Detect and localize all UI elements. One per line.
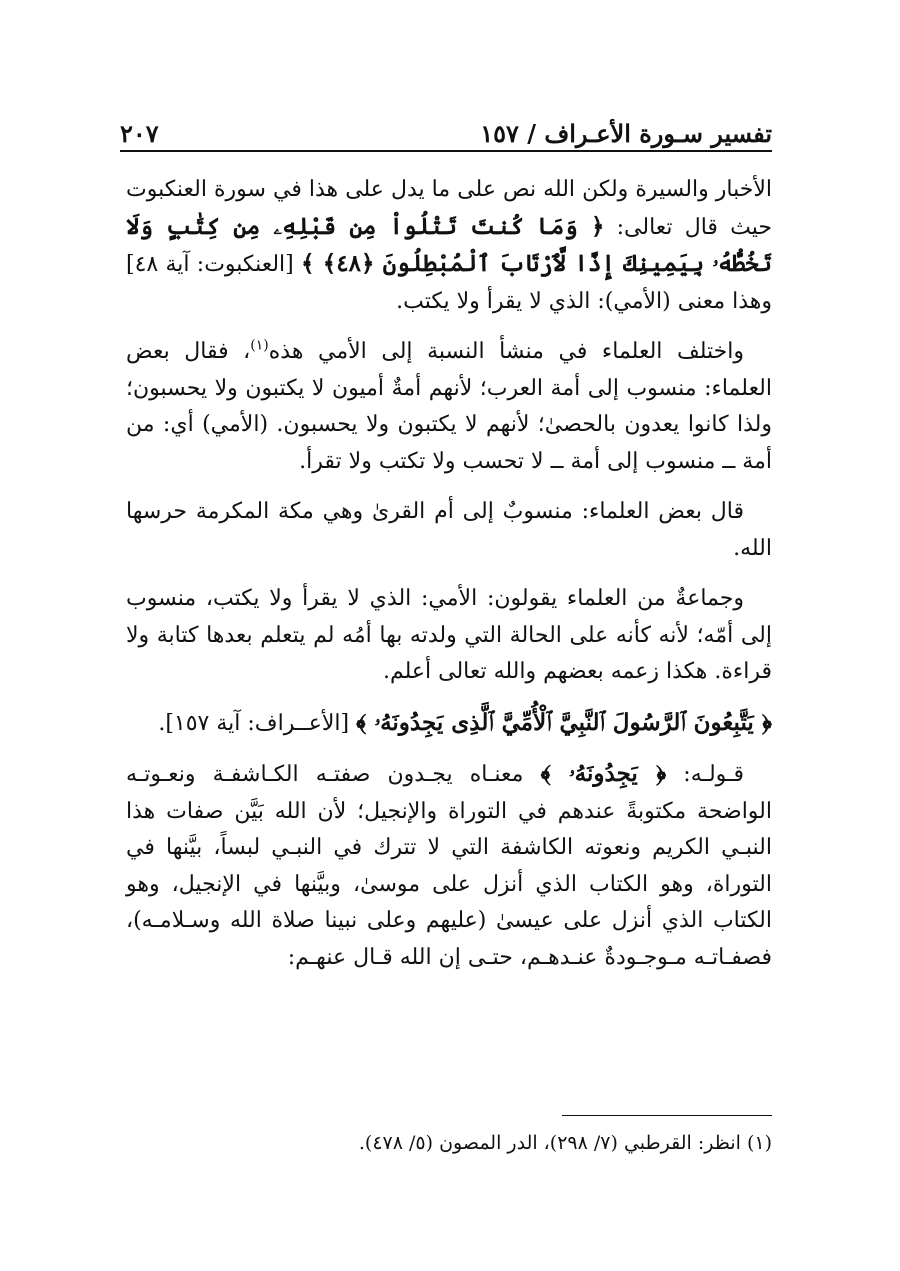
quran-verse: ﴿ وَمَا كُنتَ تَتْلُواْ مِن قَبْلِهِۦ مِن كِتَٰبٍ وَلَا تَخُطُّهُۥ بِيَمِينِكَ إِذًا لَّٱرْتَابَ ٱلْمُبْطِلُونَ ﴿٤٨﴾ ﴾ (126, 212, 773, 277)
paragraph-text: ، فقال بعض العلماء: منسوب إلى أمة العرب؛ لأنهم أمةٌ أميون لا يكتبون ولا يحسبون؛ ولذا كانوا يعدون بالحصىٰ؛ لأنهم لا يكتبون ولا يحسبون. (الأمي) أي: من أمة ــ منسوب إلى أمة ــ لا تحسب ولا تكتب ولا تقرأ. (126, 339, 772, 474)
paragraph-text: الأخبار والسيرة ولكن الله نص على ما يدل على هذا في سورة العنكبوت حيث قال تعالى: (126, 177, 772, 240)
quran-verse: ﴿ يَتَّبِعُونَ ٱلرَّسُولَ ٱلنَّبِيَّ ٱلْأُمِّيَّ ٱلَّذِى يَجِدُونَهُۥ ﴾ (356, 708, 772, 736)
paragraph (126, 705, 772, 743)
paragraph-text: واختلف العلماء في منشأ النسبة إلى الأمي هذه (268, 339, 744, 364)
paragraph (126, 334, 772, 480)
paragraph-text: [العنكبوت: آية ٤٨] وهذا معنى (الأمي): الذي لا يقرأ ولا يكتب. (126, 252, 772, 314)
header-rule (120, 150, 772, 152)
footnote: (١) انظر: القرطبي (٧/ ٢٩٨)، الدر المصون (٥/ ٤٧٨). (358, 1132, 772, 1154)
paragraph (126, 581, 772, 691)
paragraph (126, 494, 772, 567)
paragraph-text: قال بعض العلماء: منسوبٌ إلى أم القرىٰ وهي مكة المكرمة حرسها الله. (126, 499, 772, 561)
main-text (126, 172, 772, 990)
quran-verse: ﴿ يَجِدُونَهُۥ ﴾ (540, 760, 667, 787)
page-header (120, 108, 772, 148)
footnote-rule (562, 1115, 772, 1116)
paragraph-text: وجماعةٌ من العلماء يقولون: الأمي: الذي لا يقرأ ولا يكتب، منسوب إلى أمّه؛ لأنه كأنه على الحالة التي ولدته بها أمُه لم يتعلم بعدها كتابة ولا قراءة. هكذا زعمه بعضهم والله تعالى أعلم. (126, 586, 772, 684)
paragraph-text: [الأعــراف: آية ١٥٧]. (158, 710, 357, 736)
paragraph (126, 756, 772, 976)
running-title: تفسير سـورة الأعـراف / ١٥٧ (480, 119, 772, 148)
footnote-marker: (١) (250, 337, 269, 354)
paragraph (126, 172, 772, 320)
paragraph-text: معنـاه يجـدون صفتـه الكـاشفـة ونعـوتـه الواضحة مكتوبةً عندهم في التوراة والإنجيل؛ لأن الله بَيَّن صفات هذا النبـي الكريم ونعوته الكاشفة التي لا تترك في النبـي لبساً، بيَّنها في التوراة، وهو الكتاب الذي أنزل على موسىٰ، وبيَّنها في الإنجيل، وهو الكتاب الذي أنزل على عيسىٰ (عليهم وعلى نبينا صلاة الله وسـلامـه)، فصفـاتـه مـوجـودةٌ عنـدهـم، حتـى إن الله قـال عنهـم: (126, 762, 772, 970)
paragraph-text: قـولـه: (666, 762, 744, 787)
page-number: ٢٠٧ (120, 119, 159, 148)
